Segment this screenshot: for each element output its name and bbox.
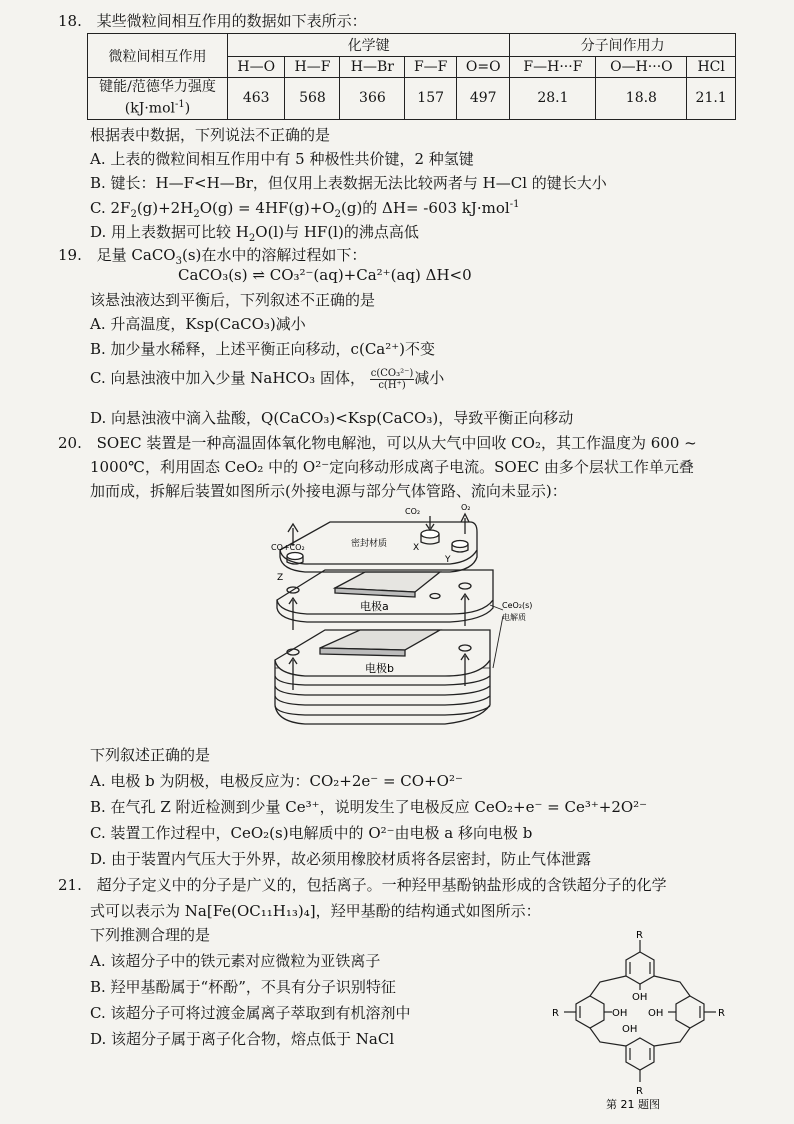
- column-header: H—O: [228, 57, 285, 78]
- soec-device-figure: [265, 500, 565, 740]
- seal-material-label: 密封材质: [351, 539, 388, 549]
- group-header-intermolecular-force: 分子间作用力: [510, 34, 736, 57]
- question-21-line-1: 21. 超分子定义中的分子是广义的，包括离子。一种羟甲基酚钠盐形成的含铁超分子的化学: [58, 876, 667, 894]
- question-20-line-1: 20. SOEC 装置是一种高温固体氧化物电解池，可以从大气中回收 CO₂，其工作温度为 600 ~: [58, 434, 697, 452]
- question-21-line-2: 式可以表示为 Na[Fe(OC₁₁H₁₃)₄]，羟甲基酚的结构通式如图所示：: [90, 902, 541, 920]
- question-18-prompt: 根据表中数据，下列说法不正确的是: [90, 126, 331, 144]
- question-20-line-3: 加而成，拆解后装置如图所示(外接电源与部分气体管路、流向未显示)：: [90, 482, 567, 500]
- value-cell: 366: [340, 78, 405, 120]
- value-cell: 28.1: [510, 78, 596, 120]
- question-20-line-2: 1000℃，利用固态 CeO₂ 中的 O²⁻定向移动形成离子电流。SOEC 由多个层状工作单元叠: [90, 458, 694, 476]
- dissolution-equation: CaCO₃(s) ⇌ CO₃²⁻(aq)+Ca²⁺(aq) ΔH<0: [178, 266, 472, 284]
- value-cell: 463: [228, 78, 285, 120]
- r-bottom-label: R: [636, 1086, 643, 1097]
- option-18-d: D. 用上表数据可比较 $H_2O(l)$与 HF(l)的沸点高低: [90, 223, 419, 244]
- row-header-cell: 微粒间相互作用: [88, 34, 228, 78]
- hole-z-label: Z: [277, 573, 284, 583]
- table-row: [88, 78, 736, 120]
- value-cell: 157: [405, 78, 457, 120]
- electrolyte-label-1: CeO₂(s): [502, 601, 533, 610]
- option-21-d: D. 该超分子属于离子化合物，熔点低于 NaCl: [90, 1030, 395, 1048]
- option-21-c: C. 该超分子可将过渡金属离子萃取到有机溶剂中: [90, 1004, 411, 1022]
- option-20-c: C. 装置工作过程中，CeO₂(s)电解质中的 O²⁻由电极 a 移向电极 b: [90, 824, 533, 842]
- option-20-b: B. 在气孔 Z 附近检测到少量 Ce³⁺，说明发生了电极反应 CeO₂+e⁻ = Ce³⁺+2O²⁻: [90, 798, 648, 816]
- column-header: F—F: [405, 57, 457, 78]
- o2-label: O₂: [461, 503, 471, 512]
- column-header: O—H···O: [596, 57, 687, 78]
- question-19-stem: 19. 足量 CaCO$_3$(s)在水中的溶解过程如下：: [58, 246, 367, 267]
- value-cell: 18.8: [596, 78, 687, 120]
- column-header: F—H···F: [510, 57, 596, 78]
- option-19-b: B. 加少量水稀释，上述平衡正向移动，c(Ca²⁺)不变: [90, 340, 436, 358]
- group-header-chemical-bond: 化学键: [228, 34, 510, 57]
- option-18-b: B. 键长：H—F<H—Br，但仅用上表数据无法比较两者与 H—Cl 的键长大小: [90, 174, 607, 192]
- question-20-prompt: 下列叙述正确的是: [90, 746, 211, 764]
- column-header: H—F: [285, 57, 340, 78]
- option-21-a: A. 该超分子中的铁元素对应微粒为亚铁离子: [90, 952, 381, 970]
- column-header: HCl: [687, 57, 736, 78]
- interaction-data-table: [87, 33, 736, 120]
- hole-y-label: Y: [445, 555, 451, 565]
- value-cell: 568: [285, 78, 340, 120]
- question-number: 20.: [58, 434, 82, 452]
- column-header: H—Br: [340, 57, 405, 78]
- question-19-prompt: 该悬浊液达到平衡后，下列叙述不正确的是: [90, 291, 376, 309]
- table-row: [88, 34, 736, 57]
- hole-x-label: X: [413, 543, 420, 553]
- option-18-a: A. 上表的微粒间相互作用中有 5 种极性共价键，2 种氢键: [90, 150, 474, 168]
- option-19-a: A. 升高温度，Ksp(CaCO₃)减小: [90, 315, 306, 333]
- question-21-prompt: 下列推测合理的是: [90, 926, 211, 944]
- option-21-b: B. 羟甲基酚属于“杯酚”，不具有分子识别特征: [90, 978, 396, 996]
- question-number: 18.: [58, 12, 82, 30]
- calixarene-structure-figure: [548, 928, 738, 1113]
- oh-bottom-label: OH: [622, 1024, 638, 1035]
- option-19-c: C. 向悬浊液中加入少量 NaHCO₃ 固体， $\frac{\text{c(CO₃²⁻)}}{c(H^+)}$ 减小: [90, 367, 445, 391]
- r-top-label: R: [636, 930, 643, 941]
- r-right-label: R: [718, 1008, 725, 1019]
- option-19-d: D. 向悬浊液中滴入盐酸，Q(CaCO₃)<Ksp(CaCO₃)，导致平衡正向移动: [90, 409, 574, 427]
- oh-top-label: OH: [632, 992, 648, 1003]
- electrolyte-label-2: 电解质: [502, 613, 526, 622]
- value-cell: 497: [457, 78, 510, 120]
- electrode-a-label: 电极a: [360, 600, 389, 613]
- concentration-ratio: $\frac{\text{c(CO₃²⁻)}}{c(H^+)}$: [370, 367, 414, 391]
- column-header: O=O: [457, 57, 510, 78]
- option-20-a: A. 电极 b 为阴极，电极反应为：CO₂+2e⁻ = CO+O²⁻: [90, 772, 463, 790]
- option-20-d: D. 由于装置内气压大于外界，故必须用橡胶材质将各层密封，防止气体泄露: [90, 850, 592, 868]
- r-left-label: R: [552, 1008, 559, 1019]
- electrode-b-label: 电极b: [365, 662, 394, 675]
- row-label-cell: 键能/范德华力强度 (kJ·mol$^{-1}$): [88, 78, 228, 120]
- figure-caption: 第 21 题图: [606, 1098, 660, 1111]
- option-18-c: C. $2F_2(g)+2H_2O(g) = 4HF(g)+O_2(g)$的 ΔH= -603 kJ·mol$^{-1}$: [90, 199, 520, 220]
- question-18-stem: 18. 某些微粒间相互作用的数据如下表所示：: [58, 12, 367, 30]
- co-co2-label: CO+CO₂: [271, 543, 305, 552]
- oh-right-label: OH: [648, 1008, 664, 1019]
- question-number: 21.: [58, 876, 82, 894]
- co2-label: CO₂: [405, 507, 421, 516]
- question-number: 19.: [58, 246, 82, 264]
- oh-left-label: OH: [612, 1008, 628, 1019]
- value-cell: 21.1: [687, 78, 736, 120]
